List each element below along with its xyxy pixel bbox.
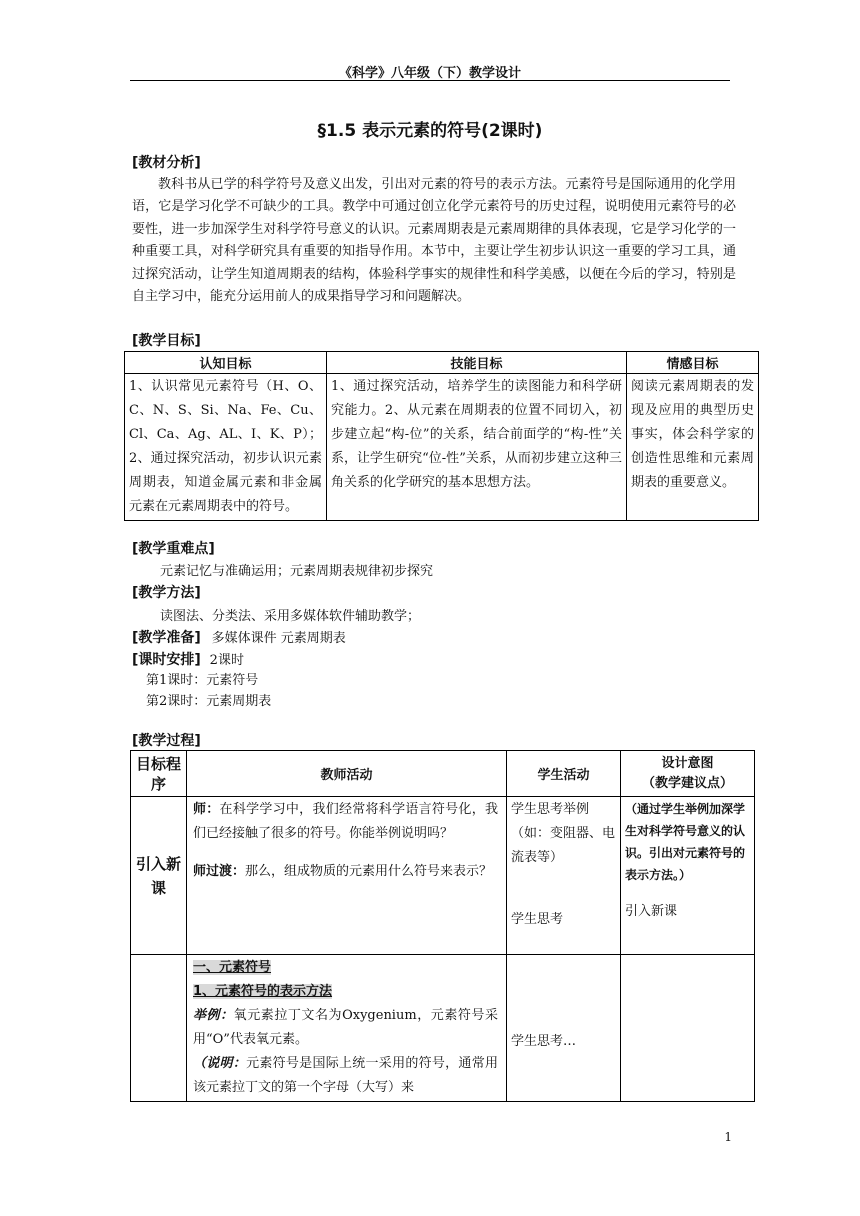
col-teacher: 教师活动 <box>187 751 507 797</box>
student-example: 学生思考举例（如：变阻器、电流表等） <box>511 802 616 865</box>
affective-goals: 阅读元素周期表的发现及应用的典型历史事实，体会科学家的创造性思维和元素周期表的重要意义。 <box>627 374 759 521</box>
schedule-text: 2课时 <box>209 653 244 668</box>
note-label: （说明： <box>193 1056 247 1071</box>
col-design-title: 设计意图 <box>661 755 714 771</box>
schedule-label: [课时安排] <box>132 652 201 668</box>
example-paragraph <box>193 1004 498 1052</box>
teacher-activity-1 <box>187 797 507 955</box>
process-heading: [教学过程] <box>132 733 201 749</box>
design-intent-2 <box>621 955 755 1102</box>
process-table <box>130 750 755 1102</box>
teacher-transition <box>193 860 498 884</box>
key-points-text: 元素记忆与准确运用；元素周期表规律初步探究 <box>160 564 434 579</box>
teacher-question-text: 在科学学习中，我们经常将科学语言符号化，我们已经接触了很多的符号。你能举例说明吗？ <box>193 802 498 841</box>
analysis-heading: [教材分析] <box>132 155 201 171</box>
col-design <box>621 751 755 797</box>
schedule-heading <box>132 649 244 669</box>
col-affective: 情感目标 <box>627 352 759 374</box>
key-points-heading: [教学重难点] <box>132 541 215 557</box>
design-intro: 引入新课 <box>625 904 678 919</box>
note-paragraph <box>193 1052 498 1100</box>
section-heading-2-text: 1、元素符号的表示方法 <box>193 984 333 999</box>
teacher-question <box>193 798 498 846</box>
schedule-lesson-1: 第1课时：元素符号 <box>146 673 259 688</box>
transition-label: 师过渡： <box>193 864 246 879</box>
design-note: （通过学生举例加深学生对科学符号意义的认识。引出对元素符号的表示方法。） <box>625 802 746 882</box>
methods-text: 读图法、分类法、采用多媒体软件辅助教学； <box>160 609 421 624</box>
running-header: 《科学》八年级（下）教学设计 <box>338 66 521 81</box>
col-design-sub: （教学建议点） <box>641 775 733 791</box>
analysis-text: 教科书从已学的科学符号及意义出发，引出对元素的符号的表示方法。元素符号是国际通用的化学用语，它是学习化学不可缺少的工具。教学中可通过创立化学元素符号的历史过程，说明使用元素符号的必要性，进一步加深学生对科学符号意义的认识。元素周期表是元素周期律的具体表现，它是学习化学的一种重要工具，对科学研究具有重要的知指导作用。本节中，主要让学生初步认识这一重要的学习工具，通过探究活动，让学生知道周期表的结构，体验科学事实的规律性和科学美感，以便在今后的学习，特别是自主学习中，能充分运用前人的成果指导学习和问题解决。 <box>132 177 736 305</box>
example-text: 氧元素拉丁文名为Oxygenium，元素符号采用“O”代表氧元素。 <box>193 1008 498 1047</box>
objectives-table <box>124 351 759 521</box>
student-think: 学生思考 <box>511 912 564 927</box>
skill-goals: 1、通过探究活动，培养学生的读图能力和科学研究能力。2、从元素在周期表的位置不同切入，初步建立起“构-位”的关系，结合前面学的“构-性”关系，让学生研究“位-性”关系，从而初步建立这种三角关系的化学研究的基本思想方法。 <box>327 374 627 521</box>
page-number: 1 <box>724 1130 732 1144</box>
section-heading-1 <box>193 956 498 980</box>
section-heading-2 <box>193 980 498 1004</box>
preparation-heading <box>132 627 346 647</box>
student-think-2: 学生思考… <box>511 1034 577 1049</box>
example-label: 举例： <box>193 1008 234 1023</box>
stage-intro: 引入新课 <box>131 797 187 955</box>
header-rule <box>130 80 730 81</box>
methods-heading: [教学方法] <box>132 585 201 601</box>
col-cognitive: 认知目标 <box>125 352 327 374</box>
col-stage: 目标程序 <box>131 751 187 797</box>
teacher-label: 师： <box>193 802 220 817</box>
stage-empty <box>131 955 187 1102</box>
preparation-text: 多媒体课件 元素周期表 <box>211 631 346 646</box>
student-activity-2 <box>507 955 621 1102</box>
section-heading-1-text: 一、元素符号 <box>193 960 272 975</box>
page-title: §1.5 表示元素的符号(2课时) <box>317 121 543 141</box>
preparation-label: [教学准备] <box>132 630 201 646</box>
cognitive-goals: 1、认识常见元素符号（H、O、C、N、S、Si、Na、Fe、Cu、Cl、Ca、Ag、AL、I、K、P）；2、通过探究活动，初步认识元素周期表，知道金属元素和非金属元素在元素周期表中的符号。 <box>125 374 327 521</box>
note-text: 元素符号是国际上统一采用的符号，通常用该元素拉丁文的第一个字母（大写）来 <box>193 1056 498 1095</box>
objectives-heading: [教学目标] <box>132 333 201 349</box>
schedule-lesson-2: 第2课时：元素周期表 <box>146 694 272 709</box>
teacher-activity-2 <box>187 955 507 1102</box>
design-intent-1 <box>621 797 755 955</box>
student-activity-1 <box>507 797 621 955</box>
teacher-transition-text: 那么，组成物质的元素用什么符号来表示？ <box>245 864 493 879</box>
col-student: 学生活动 <box>507 751 621 797</box>
col-skill: 技能目标 <box>327 352 627 374</box>
